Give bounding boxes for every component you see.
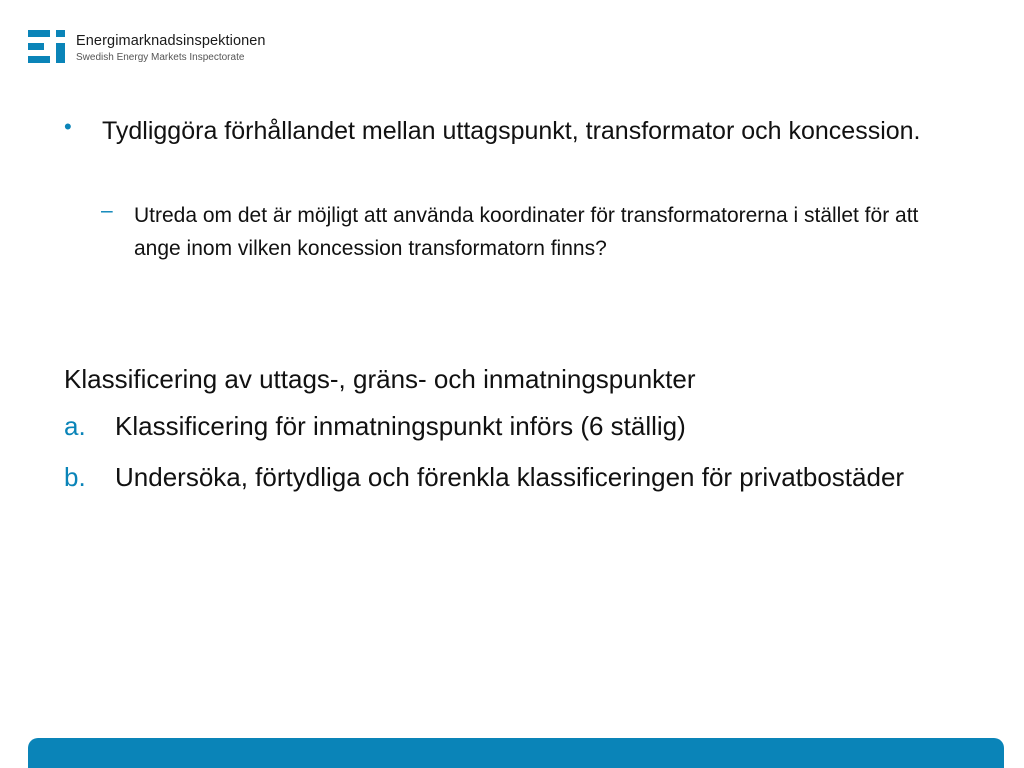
bullet-text: Tydliggöra förhållandet mellan uttagspunkt, transformator och koncession. <box>102 117 921 145</box>
brand-subtitle: Swedish Energy Markets Inspectorate <box>76 52 245 63</box>
list-item-text: Klassificering för inmatningspunkt införs (6 ställig) <box>115 411 686 441</box>
list-item-text: Undersöka, förtydliga och förenkla klassificeringen för privatbostäder <box>115 462 905 492</box>
list-item <box>64 457 964 498</box>
footer-bar <box>28 738 1004 768</box>
sub-bullet-item <box>101 199 961 265</box>
section-heading: Klassificering av uttags-, gräns- och inmatningspunkter <box>64 364 696 394</box>
list-marker: a. <box>64 411 86 441</box>
sub-bullet-marker: – <box>101 199 113 222</box>
list-marker: b. <box>64 462 86 492</box>
bullet-marker: • <box>64 114 72 139</box>
sub-bullet-text: Utreda om det är möjligt att använda koordinater för transformatorerna i stället för att ange inom vilken koncession transformatorn finns? <box>134 204 919 260</box>
list-item <box>64 406 964 447</box>
bullet-item <box>64 112 964 150</box>
brand-name: Energimarknadsinspektionen <box>76 33 266 49</box>
